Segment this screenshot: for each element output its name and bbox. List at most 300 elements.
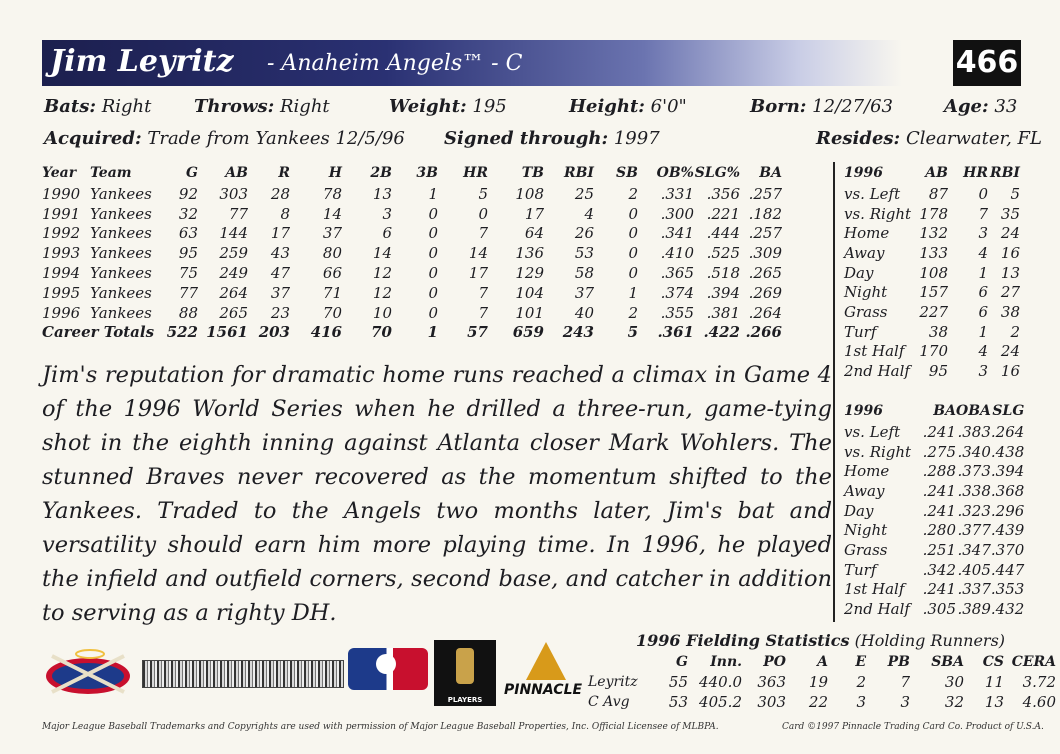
stat-cell: .365 xyxy=(660,264,694,283)
stat-cell: .241 xyxy=(922,422,956,441)
stat-cell: 14 xyxy=(322,204,342,223)
stat-cell: 108 xyxy=(515,184,544,203)
stat-cell: .257 xyxy=(748,184,782,203)
players-label: PLAYERS xyxy=(447,696,483,704)
split-label: Grass xyxy=(844,540,888,559)
stat-cell: .342 xyxy=(922,560,956,579)
split-label: 1st Half xyxy=(844,580,905,599)
split-row xyxy=(844,461,1024,481)
column-header: G xyxy=(676,654,688,670)
split-label: Grass xyxy=(844,302,888,321)
split-row xyxy=(844,599,1024,619)
stat-cell: 53 xyxy=(668,693,688,711)
stat-cell: 132 xyxy=(919,224,948,243)
pinnacle-triangle-icon xyxy=(526,642,566,680)
bats-info: Bats: Right xyxy=(44,96,152,117)
column-header: AB xyxy=(925,165,948,181)
stat-cell: 77 xyxy=(178,283,198,302)
mlbpa-logo-icon xyxy=(434,640,496,706)
resides-info: Resides: Clearwater, FL xyxy=(816,128,1042,149)
stat-cell: .288 xyxy=(922,462,956,481)
stat-cell: 87 xyxy=(928,184,948,203)
stat-cell: .264 xyxy=(990,422,1025,441)
stat-cell: .447 xyxy=(990,560,1025,579)
stat-cell: 19 xyxy=(808,673,828,691)
stat-cell: 1 xyxy=(978,322,988,341)
stat-cell: 12 xyxy=(372,264,392,283)
stat-cell: .300 xyxy=(660,204,694,223)
stat-cell: 0 xyxy=(428,264,438,283)
stat-cell: 1992 xyxy=(42,224,81,243)
stat-cell: 55 xyxy=(668,673,688,691)
stat-cell: 2 xyxy=(1010,322,1020,341)
team-position: - Anaheim Angels™ - C xyxy=(267,51,523,76)
stat-cell: 1 xyxy=(628,283,638,302)
stat-cell: 265 xyxy=(219,303,248,322)
stat-cell: 249 xyxy=(219,264,248,283)
stat-cell: 0 xyxy=(628,204,638,223)
stat-cell: 32 xyxy=(944,693,964,711)
split-label: Night xyxy=(844,283,888,302)
stat-cell: 7 xyxy=(478,283,488,302)
stat-cell: 30 xyxy=(944,673,964,691)
column-header: CERA xyxy=(1011,654,1056,670)
weight-info: Weight: 195 xyxy=(389,96,507,117)
stat-cell: 64 xyxy=(524,224,544,243)
stat-cell: 0 xyxy=(478,204,488,223)
stat-cell: 3 xyxy=(382,204,392,223)
stat-cell: 7 xyxy=(478,303,488,322)
column-header: RBI xyxy=(989,165,1020,181)
stat-cell: 17 xyxy=(524,204,544,223)
stat-cell: 75 xyxy=(178,264,198,283)
stat-cell: 203 xyxy=(258,323,290,342)
column-header: TB xyxy=(521,165,544,181)
split-label: Day xyxy=(844,263,874,282)
name-banner xyxy=(42,40,902,86)
stat-cell: .337 xyxy=(957,580,991,599)
stat-cell: 26 xyxy=(574,224,594,243)
stat-cell: 1995 xyxy=(42,283,81,302)
column-header: E xyxy=(855,654,866,670)
fielding-stats-table xyxy=(588,652,1056,712)
stat-cell: 10 xyxy=(372,303,392,322)
signed-info: Signed through: 1997 xyxy=(444,128,660,149)
stat-cell: 23 xyxy=(270,303,290,322)
column-header: 2B xyxy=(370,165,392,181)
stat-cell: 4 xyxy=(584,204,594,223)
column-header: Inn. xyxy=(710,654,742,670)
stat-cell: 13 xyxy=(984,693,1004,711)
stat-cell: 3 xyxy=(856,693,866,711)
stat-cell: 1990 xyxy=(42,184,81,203)
stat-cell: .368 xyxy=(990,481,1025,500)
stat-cell: 38 xyxy=(1000,302,1020,321)
stat-cell: 27 xyxy=(1000,283,1020,302)
stat-cell: 0 xyxy=(428,303,438,322)
stat-cell: 77 xyxy=(228,204,248,223)
column-header: BA xyxy=(933,403,956,419)
stat-cell: 5 xyxy=(478,184,488,203)
career-totals-label: Career Totals xyxy=(42,323,155,342)
split-row xyxy=(844,223,1020,243)
stat-cell: 6 xyxy=(382,224,392,243)
stat-cell: 227 xyxy=(919,302,948,321)
stat-cell: 7 xyxy=(978,204,988,223)
column-header: R xyxy=(278,165,290,181)
card-number: 466 xyxy=(953,40,1021,86)
stat-cell: .432 xyxy=(990,600,1025,619)
stat-cell: 0 xyxy=(428,244,438,263)
stat-cell: 47 xyxy=(270,264,290,283)
stat-cell: 16 xyxy=(1000,243,1020,262)
split-label: 2nd Half xyxy=(844,600,910,619)
stat-cell: 3 xyxy=(978,362,988,381)
stat-cell: .182 xyxy=(748,204,782,223)
column-header: BA xyxy=(759,165,782,181)
stat-cell: .410 xyxy=(660,244,694,263)
stat-cell: .383 xyxy=(957,422,991,441)
column-header: 1996 xyxy=(844,403,883,419)
stat-cell: 259 xyxy=(219,244,248,263)
stat-cell: 4 xyxy=(978,243,988,262)
stat-cell: 0 xyxy=(628,244,638,263)
stat-cell: 53 xyxy=(574,244,594,263)
card-copyright: Card ©1997 Pinnacle Trading Card Co. Product of U.S.A. xyxy=(782,722,1044,732)
split-row xyxy=(844,520,1024,540)
stat-cell: 170 xyxy=(919,342,948,361)
stat-cell: .280 xyxy=(922,521,956,540)
stat-cell: 57 xyxy=(467,323,488,342)
stat-cell: .221 xyxy=(706,204,740,223)
stat-cell: 38 xyxy=(928,322,948,341)
column-header: RBI xyxy=(563,165,594,181)
stat-cell: 7 xyxy=(478,224,488,243)
column-header: H xyxy=(328,165,342,181)
split-row xyxy=(844,442,1024,462)
split-label: vs. Left xyxy=(844,184,901,203)
stat-cell: .340 xyxy=(957,442,991,461)
stat-cell: 440.0 xyxy=(699,673,742,691)
stat-cell: 405.2 xyxy=(699,693,742,711)
column-header: CS xyxy=(982,654,1004,670)
stat-cell: 136 xyxy=(515,244,544,263)
stat-cell: 66 xyxy=(322,264,342,283)
stat-cell: 24 xyxy=(1000,224,1020,243)
stat-cell: 1 xyxy=(428,184,438,203)
split-row xyxy=(844,204,1020,224)
stat-cell: 5 xyxy=(627,323,638,342)
column-divider xyxy=(833,162,835,622)
stat-cell: .405 xyxy=(957,560,991,579)
height-info: Height: 6'0" xyxy=(569,96,687,117)
stat-cell: 13 xyxy=(1000,263,1020,282)
stat-cell: 16 xyxy=(1000,362,1020,381)
column-header: HR xyxy=(963,165,988,181)
stat-cell: .341 xyxy=(660,224,694,243)
stat-cell: 157 xyxy=(919,283,948,302)
stat-cell: .374 xyxy=(660,283,694,302)
stat-cell: 1991 xyxy=(42,204,81,223)
stat-cell: .347 xyxy=(957,540,991,559)
stat-cell: 178 xyxy=(919,204,948,223)
stat-cell: .439 xyxy=(990,521,1025,540)
column-header: SBA xyxy=(931,654,964,670)
stat-cell: 37 xyxy=(322,224,342,243)
hologram-strip xyxy=(142,660,344,688)
stat-cell: 80 xyxy=(322,244,342,263)
stat-cell: 11 xyxy=(984,673,1004,691)
career-totals-row xyxy=(42,323,782,343)
stat-cell: .338 xyxy=(957,481,991,500)
stat-cell: Yankees xyxy=(90,224,152,243)
stat-cell: 70 xyxy=(322,303,342,322)
stat-cell: 88 xyxy=(178,303,198,322)
stat-cell: 32 xyxy=(178,204,198,223)
stat-cell: 25 xyxy=(574,184,594,203)
column-header: A xyxy=(817,654,828,670)
stat-cell: .356 xyxy=(706,184,740,203)
stat-cell: Yankees xyxy=(90,264,152,283)
split-row xyxy=(844,580,1024,600)
column-header: SB xyxy=(616,165,638,181)
stat-cell: 95 xyxy=(928,362,948,381)
stat-cell: 2 xyxy=(856,673,866,691)
column-header: PO xyxy=(763,654,786,670)
split-label: Turf xyxy=(844,322,877,341)
stat-cell: 1 xyxy=(427,323,438,342)
stat-cell: 92 xyxy=(178,184,198,203)
fielding-label: C Avg xyxy=(588,694,630,710)
split-row xyxy=(844,263,1020,283)
stat-cell: 37 xyxy=(270,283,290,302)
stat-cell: 0 xyxy=(978,184,988,203)
stat-cell: 2 xyxy=(628,303,638,322)
stat-cell: .355 xyxy=(660,303,694,322)
stat-cell: 22 xyxy=(808,693,828,711)
stat-cell: 1561 xyxy=(206,323,248,342)
stat-cell: Yankees xyxy=(90,184,152,203)
stat-cell: 95 xyxy=(178,244,198,263)
stat-cell: 37 xyxy=(574,283,594,302)
split-label: Away xyxy=(844,243,885,262)
split-label: Home xyxy=(844,462,890,481)
stat-cell: .251 xyxy=(922,540,956,559)
column-header: OBA xyxy=(956,403,991,419)
split-label: vs. Left xyxy=(844,422,901,441)
stat-cell: Yankees xyxy=(90,204,152,223)
stat-cell: 71 xyxy=(322,283,342,302)
stat-cell: 108 xyxy=(919,263,948,282)
split-row xyxy=(844,342,1020,362)
stat-cell: .389 xyxy=(957,600,991,619)
stat-cell: 522 xyxy=(166,323,198,342)
stat-cell: 2 xyxy=(628,184,638,203)
stat-cell: .265 xyxy=(748,264,782,283)
stat-cell: .444 xyxy=(706,224,740,243)
stat-cell: 1994 xyxy=(42,264,81,283)
column-header xyxy=(588,652,640,672)
stat-cell: .241 xyxy=(922,580,956,599)
split-label: 2nd Half xyxy=(844,362,910,381)
stat-cell: 7 xyxy=(900,673,910,691)
stat-cell: 6 xyxy=(978,283,988,302)
column-header: Year xyxy=(42,165,77,181)
stat-cell: .422 xyxy=(703,323,740,342)
stat-cell: 43 xyxy=(270,244,290,263)
split-row xyxy=(844,540,1024,560)
stat-cell: .241 xyxy=(922,501,956,520)
stat-cell: 3.72 xyxy=(1022,673,1056,691)
stat-cell: 104 xyxy=(515,283,544,302)
season-row xyxy=(42,263,782,283)
stat-cell: 144 xyxy=(219,224,248,243)
fielding-label: Leyritz xyxy=(588,674,638,690)
stat-cell: 8 xyxy=(280,204,290,223)
stat-cell: 14 xyxy=(372,244,392,263)
season-row xyxy=(42,243,782,263)
batting-stats-table xyxy=(42,162,782,342)
stat-cell: 303 xyxy=(757,693,786,711)
season-row xyxy=(42,184,782,204)
stat-cell: .353 xyxy=(990,580,1025,599)
stat-cell: .241 xyxy=(922,481,956,500)
stat-cell: .361 xyxy=(657,323,694,342)
split-label: Home xyxy=(844,224,890,243)
split-label: 1st Half xyxy=(844,342,905,361)
column-header: SLG% xyxy=(694,165,740,181)
split-row xyxy=(844,560,1024,580)
stat-cell: .296 xyxy=(990,501,1025,520)
season-row xyxy=(42,204,782,224)
stat-cell: 303 xyxy=(219,184,248,203)
logo-row xyxy=(42,640,602,710)
stat-cell: .394 xyxy=(706,283,740,302)
column-header: HR xyxy=(463,165,488,181)
split-label: vs. Right xyxy=(844,204,912,223)
stat-cell: .266 xyxy=(745,323,782,342)
stat-cell: 3 xyxy=(978,224,988,243)
stat-cell: 133 xyxy=(919,243,948,262)
split-row xyxy=(844,184,1020,204)
stat-cell: Yankees xyxy=(90,244,152,263)
stat-cell: 0 xyxy=(428,283,438,302)
split-label: Day xyxy=(844,501,874,520)
split-label: vs. Right xyxy=(844,442,912,461)
stat-cell: .257 xyxy=(748,224,782,243)
fielding-row xyxy=(588,672,1056,692)
stat-cell: 416 xyxy=(310,323,342,342)
stat-cell: .377 xyxy=(957,521,991,540)
stat-cell: 659 xyxy=(512,323,544,342)
column-header: AB xyxy=(225,165,248,181)
trademark-notice: Major League Baseball Trademarks and Copyrights are used with permission of Major League Baseball Properties, Inc. Official Licensee of MLBPA. xyxy=(42,722,719,732)
column-header: G xyxy=(186,165,198,181)
stat-cell: 70 xyxy=(371,323,392,342)
stat-cell: .381 xyxy=(706,303,740,322)
acquired-info: Acquired: Trade from Yankees 12/5/96 xyxy=(44,128,405,149)
stat-cell: 35 xyxy=(1000,204,1020,223)
stat-cell: .305 xyxy=(922,600,956,619)
stat-cell: .275 xyxy=(922,442,956,461)
stat-cell: 17 xyxy=(270,224,290,243)
column-header: OB% xyxy=(656,165,694,181)
stat-cell: 0 xyxy=(428,204,438,223)
column-header: 1996 xyxy=(844,165,883,181)
pinnacle-wordmark: PINNACLE xyxy=(504,682,583,698)
age-info: Age: 33 xyxy=(944,96,1018,117)
stat-cell: 6 xyxy=(978,302,988,321)
stat-cell: 1993 xyxy=(42,244,81,263)
stat-cell: 0 xyxy=(428,224,438,243)
stat-cell: .370 xyxy=(990,540,1025,559)
season-row xyxy=(42,224,782,244)
fielding-title: 1996 Fielding Statistics (Holding Runners) xyxy=(636,631,1006,650)
stat-cell: .394 xyxy=(990,462,1025,481)
stat-cell: 0 xyxy=(628,264,638,283)
season-row xyxy=(42,283,782,303)
split-row xyxy=(844,422,1024,442)
split-stats-table-2 xyxy=(844,400,1024,619)
stat-cell: 63 xyxy=(178,224,198,243)
split-label: Away xyxy=(844,481,885,500)
stat-cell: 12 xyxy=(372,283,392,302)
column-header: PB xyxy=(887,654,910,670)
stat-cell: 264 xyxy=(219,283,248,302)
stat-cell: 78 xyxy=(322,184,342,203)
stat-cell: .518 xyxy=(706,264,740,283)
season-row xyxy=(42,303,782,323)
stat-cell: .269 xyxy=(748,283,782,302)
split-label: Turf xyxy=(844,560,877,579)
split-row xyxy=(844,322,1020,342)
column-header: Team xyxy=(90,165,132,181)
born-info: Born: 12/27/63 xyxy=(750,96,894,117)
stat-cell: .438 xyxy=(990,442,1025,461)
angels-logo-icon xyxy=(44,646,132,698)
split-row xyxy=(844,302,1020,322)
split-stats-table-1 xyxy=(844,162,1020,381)
stat-cell: .525 xyxy=(706,244,740,263)
column-header: SLG xyxy=(992,403,1025,419)
mlb-logo-icon xyxy=(348,648,428,690)
stat-cell: 14 xyxy=(468,244,488,263)
stat-cell: 1 xyxy=(978,263,988,282)
stat-cell: 4.60 xyxy=(1022,693,1056,711)
split-row xyxy=(844,481,1024,501)
stat-cell: 363 xyxy=(757,673,786,691)
stat-cell: Yankees xyxy=(90,303,152,322)
stat-cell: .331 xyxy=(660,184,694,203)
fielding-row xyxy=(588,692,1056,712)
stat-cell: 17 xyxy=(468,264,488,283)
split-row xyxy=(844,243,1020,263)
player-name: Jim Leyritz xyxy=(50,44,234,79)
stat-cell: 24 xyxy=(1000,342,1020,361)
stat-cell: 13 xyxy=(372,184,392,203)
stat-cell: 1996 xyxy=(42,303,81,322)
split-label: Night xyxy=(844,521,888,540)
stat-cell: .309 xyxy=(748,244,782,263)
stat-cell: 58 xyxy=(574,264,594,283)
copyright-footer xyxy=(42,722,1044,732)
stat-cell: 101 xyxy=(515,303,544,322)
stat-cell: .264 xyxy=(748,303,782,322)
split-row xyxy=(844,282,1020,302)
stat-cell: 5 xyxy=(1010,184,1020,203)
stat-cell: .323 xyxy=(957,501,991,520)
stat-cell: 40 xyxy=(574,303,594,322)
